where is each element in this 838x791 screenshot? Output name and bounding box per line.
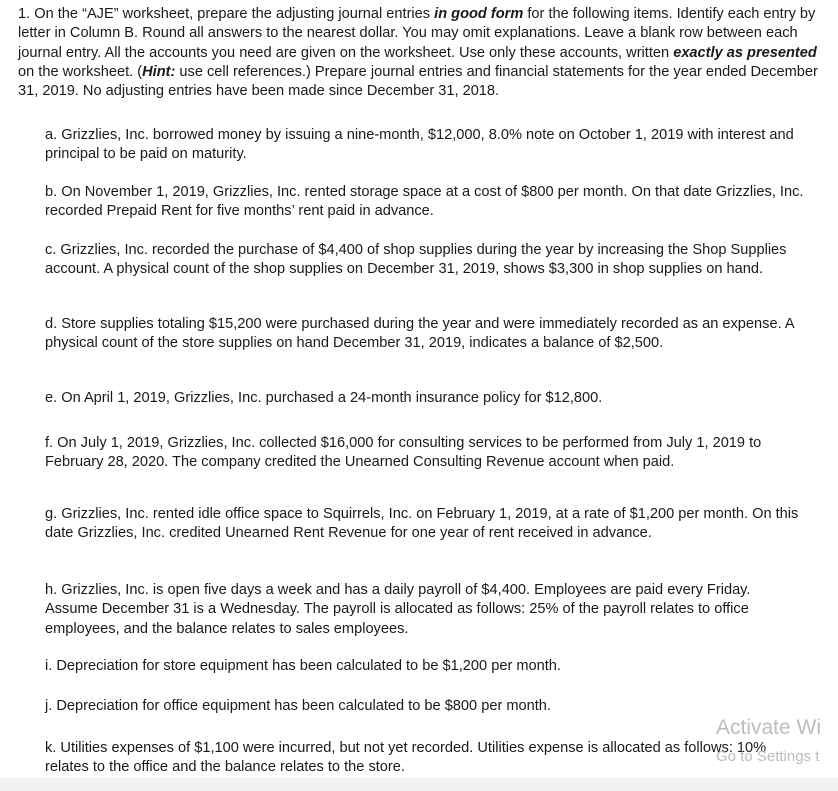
activate-windows-settings-hint: Go to Settings t: [716, 748, 820, 765]
instructions-text-3: on the worksheet. (: [18, 63, 143, 80]
activate-windows-watermark: Activate Wi: [716, 716, 822, 739]
item-d: d. Store supplies totaling $15,200 were purchased during the year and were immediately recorded as an expense. A physical count of the store supplies on hand December 31, 2019, indicates a balance of $2,500.: [45, 316, 794, 352]
instructions-text-4: use cell references.) Prepare journal entries and financial statements for the year ended December 31, 2019. No adjusting entries have been made since December 31, 2018.: [18, 63, 818, 100]
item-a: a. Grizzlies, Inc. borrowed money by issuing a nine-month, $12,000, 8.0% note on October 1, 2019 with interest and principal to be paid on maturity.: [45, 127, 794, 163]
item-h: h. Grizzlies, Inc. is open five days a week and has a daily payroll of $4,400. Employees are paid every Friday. Assume December 31 is a Wednesday. The payroll is allocated as follows: 25% of the payroll relates to office employees, and the balance relates to sales employees.: [45, 582, 751, 637]
item-c: c. Grizzlies, Inc. recorded the purchase of $4,400 of shop supplies during the year by increasing the Shop Supplies account. A physical count of the shop supplies on December 31, 2019, shows $3,300 in shop supplies on hand.: [45, 242, 787, 278]
instructions-emphasis-in-good-form: in good form: [434, 6, 524, 22]
item-e: e. On April 1, 2019, Grizzlies, Inc. purchased a 24-month insurance policy for $12,800.: [45, 390, 603, 406]
instructions-text-2: for the following items. Identify each entry by letter in Column B. Round all answers to the nearest dollar. You may omit explanations. Leave a blank row between each journal entry. All the accounts you need are given on the worksheet. Use only these accounts, written: [18, 6, 816, 61]
item-g: g. Grizzlies, Inc. rented idle office space to Squirrels, Inc. on February 1, 2019, at a rate of $1,200 per month. On this date Grizzlies, Inc. credited Unearned Rent Revenue for one year of rent received in advance.: [45, 506, 799, 542]
instructions-emphasis-exactly-as-presented: exactly as presented: [673, 44, 817, 61]
item-k: k. Utilities expenses of $1,100 were incurred, but not yet recorded. Utilities expense is allocated as follows: 10% relates to the office and the balance relates to the store.: [45, 740, 767, 776]
instructions-text-1: 1. On the “AJE” worksheet, prepare the adjusting journal entries: [18, 6, 435, 22]
item-j: j. Depreciation for office equipment has been calculated to be $800 per month.: [45, 698, 551, 714]
item-i: i. Depreciation for store equipment has been calculated to be $1,200 per month.: [45, 658, 561, 674]
item-b: b. On November 1, 2019, Grizzlies, Inc. rented storage space at a cost of $800 per month. On that date Grizzlies, Inc. recorded Prepaid Rent for five months’ rent paid in advance.: [45, 184, 804, 220]
item-f: f. On July 1, 2019, Grizzlies, Inc. collected $16,000 for consulting services to be performed from July 1, 2019 to February 28, 2020. The company credited the Unearned Consulting Revenue account when paid.: [45, 435, 762, 471]
bottom-strip: [0, 778, 838, 791]
instructions-paragraph: [18, 5, 818, 101]
instructions-emphasis-hint: Hint:: [142, 63, 176, 80]
